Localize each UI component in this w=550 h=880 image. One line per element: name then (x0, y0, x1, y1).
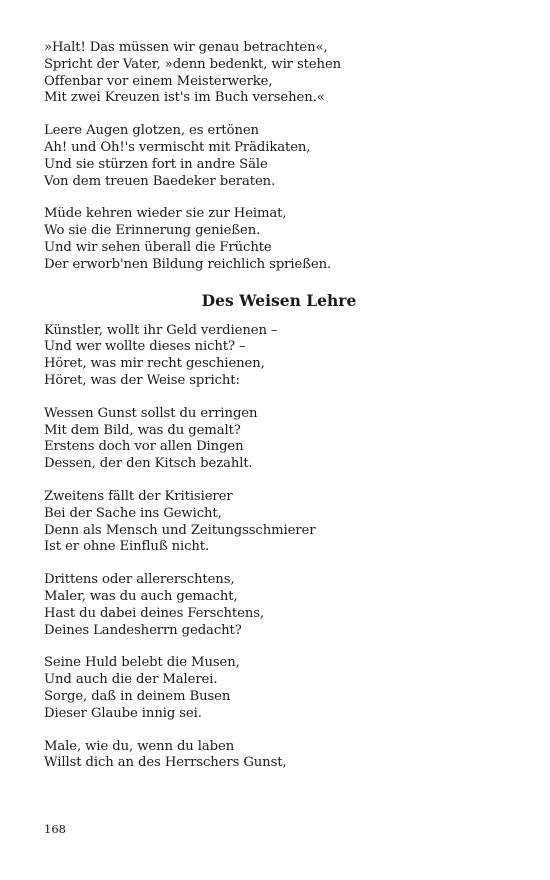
verse-line: Male, wie du, wenn du laben (44, 738, 235, 754)
stanza (44, 206, 514, 273)
verse-line: Mit zwei Kreuzen ist's im Buch versehen.« (44, 90, 325, 106)
verse-line: Drittens oder allererschtens, (44, 572, 235, 588)
verse-line: Höret, was mir recht geschienen, (44, 356, 265, 372)
verse-line: Ah! und Oh!'s vermischt mit Prädikaten, (44, 139, 311, 155)
verse-line: Zweitens fällt der Kritisierer (44, 488, 233, 504)
verse-line: Denn als Mensch und Zeitungsschmierer (44, 522, 316, 538)
verse-line: Maler, was du auch gemacht, (44, 588, 238, 604)
verse-line: Erstens doch vor allen Dingen (44, 439, 244, 455)
verse-line: Spricht der Vater, »denn bedenkt, wir stehen (44, 56, 342, 72)
verse-line: Und sie stürzen fort in andre Säle (44, 156, 268, 172)
verse-line: Wo sie die Erinnerung genießen. (44, 223, 261, 239)
verse-line: Und auch die der Malerei. (44, 672, 218, 688)
verse-line: »Halt! Das müssen wir genau betrachten«, (44, 40, 328, 55)
verse-line: Leere Augen glotzen, es ertönen (44, 123, 259, 139)
verse-line: Dieser Glaube innig sei. (44, 705, 202, 721)
verse-line: Ist er ohne Einfluß nicht. (44, 539, 210, 555)
verse-line: Offenbar vor einem Meisterwerke, (44, 73, 273, 89)
verse-line: Hast du dabei deines Ferschtens, (44, 605, 264, 621)
verse-line: Und wir sehen überall die Früchte (44, 239, 272, 255)
stanza (44, 323, 514, 390)
stanza (44, 406, 514, 473)
verse-line: Der erworb'nen Bildung reichlich sprießen. (44, 256, 332, 272)
verse-line: Sorge, daß in deinem Busen (44, 688, 231, 704)
verse-line: Höret, was der Weise spricht: (44, 372, 240, 388)
verse-line: Deines Landesherrn gedacht? (44, 622, 242, 638)
book-page (44, 40, 514, 788)
verse-line: Müde kehren wieder sie zur Heimat, (44, 206, 287, 222)
poem-title: Des Weisen Lehre (201, 290, 357, 310)
page-number: 168 (44, 822, 66, 836)
stanza (44, 655, 514, 722)
verse-line: Wessen Gunst sollst du erringen (44, 405, 258, 421)
verse-line: Willst dich an des Herrschers Gunst, (44, 755, 287, 771)
stanza (44, 572, 514, 639)
verse-line: Dessen, der den Kitsch bezahlt. (44, 456, 253, 472)
stanza (44, 489, 514, 556)
verse-line: Mit dem Bild, was du gemalt? (44, 422, 241, 438)
stanza (44, 40, 514, 107)
stanza (44, 123, 514, 190)
verse-line: Von dem treuen Baedeker beraten. (44, 173, 276, 189)
verse-line: Künstler, wollt ihr Geld verdienen – (44, 322, 278, 338)
stanza (44, 739, 514, 773)
verse-line: Bei der Sache ins Gewicht, (44, 505, 222, 521)
verse-line: Seine Huld belebt die Musen, (44, 655, 240, 671)
verse-line: Und wer wollte dieses nicht? – (44, 339, 246, 355)
